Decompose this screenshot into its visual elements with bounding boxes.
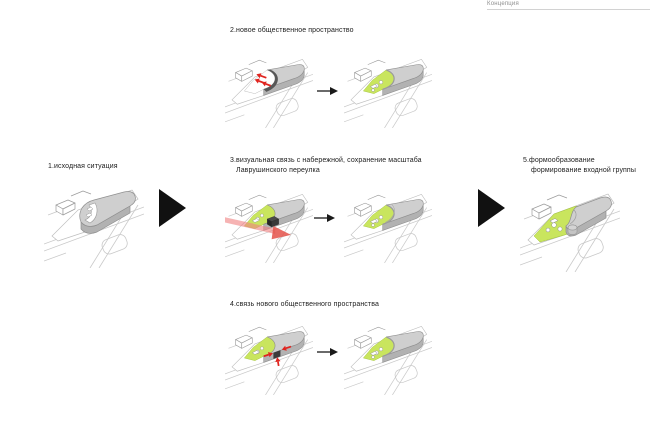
diagram-step4-after — [344, 314, 432, 395]
diagram-step3-after — [344, 182, 432, 263]
step3-label-line2: Лаврушинского переулка — [236, 167, 320, 174]
diagram-step2-after — [344, 47, 432, 128]
step2-label: 2.новое общественное пространство — [230, 27, 354, 34]
step5-label-line2: формирование входной группы — [531, 167, 636, 174]
diagram-step3-before — [225, 182, 313, 263]
nav-tab-concept[interactable]: Концепция — [487, 1, 519, 7]
diagram-step1-initial — [44, 176, 144, 268]
nav-underline — [487, 9, 650, 10]
step4-label: 4.связь нового общественного пространства — [230, 301, 379, 308]
arrow-right-icon — [314, 213, 336, 223]
step1-label: 1.исходная ситуация — [48, 163, 118, 170]
step5-label-line1: 5.формообразование — [523, 157, 595, 164]
diagram-step5-final — [520, 180, 620, 272]
next-phase-triangle-icon — [478, 189, 505, 227]
arrow-right-icon — [317, 86, 339, 96]
next-phase-triangle-icon — [159, 189, 186, 227]
entry-cylinder — [568, 225, 577, 235]
step3-label-line1: 3.визуальная связь с набережной, сохранение масштаба — [230, 157, 422, 164]
diagram-step4-before — [225, 314, 313, 395]
diagram-step2-before — [225, 47, 313, 128]
arrow-right-icon — [317, 347, 339, 357]
